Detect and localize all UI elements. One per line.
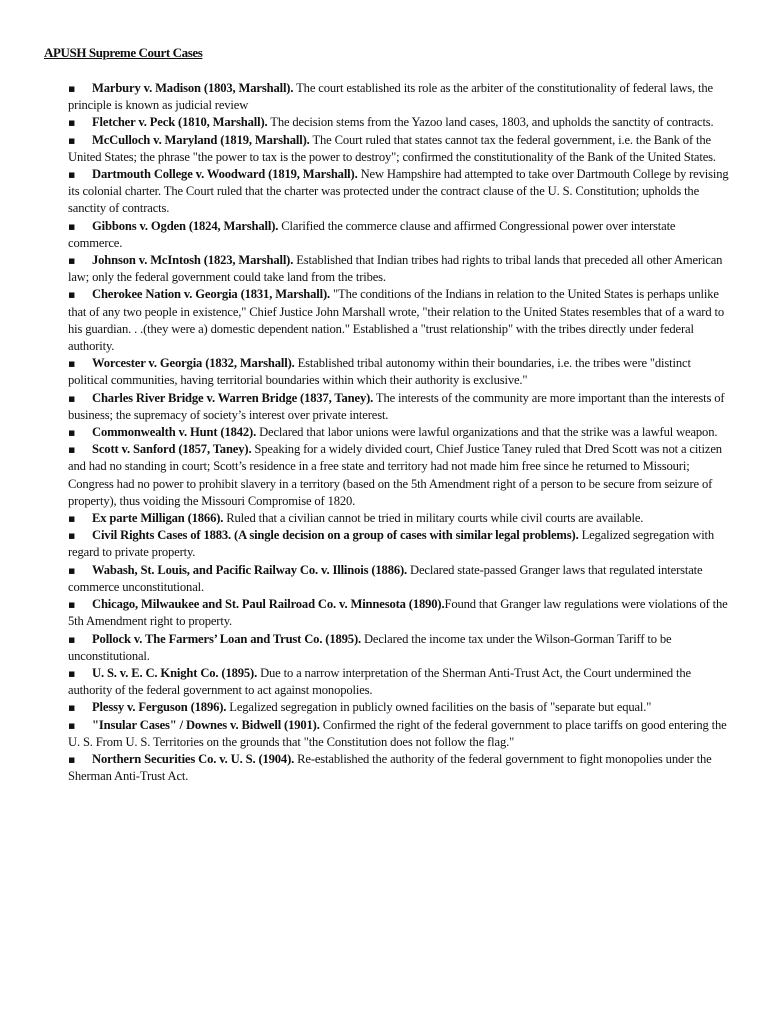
case-description: Legalized segregation with regard to private property. xyxy=(68,528,715,560)
bullet-icon: ▪ xyxy=(68,116,76,130)
bullet-icon: ▪ xyxy=(68,357,76,371)
document-title: APUSH Supreme Court Cases xyxy=(44,45,203,60)
case-name: "Insular Cases" / Downes v. Bidwell (1901). xyxy=(92,717,320,732)
case-description: Legalized segregation in publicly owned facilities on the basis of "separate but equal." xyxy=(226,700,652,715)
case-name: Commonwealth v. Hunt (1842). xyxy=(92,425,257,440)
list-item xyxy=(68,699,730,716)
case-name: Wabash, St. Louis, and Pacific Railway Co. v. Illinois (1886). xyxy=(92,562,408,577)
case-description: Declared that labor unions were lawful organizations and that the strike was a lawful weapon. xyxy=(256,425,718,440)
list-item xyxy=(68,355,730,389)
bullet-icon: ▪ xyxy=(68,168,76,182)
case-description: Ruled that a civilian cannot be tried in military courts while civil courts are available. xyxy=(223,511,644,526)
case-description: Found that Granger law regulations were violations of the 5th Amendment right to property. xyxy=(68,597,728,629)
bullet-icon: ▪ xyxy=(68,288,76,302)
bullet-icon: ▪ xyxy=(68,701,76,715)
bullet-icon: ▪ xyxy=(68,718,76,732)
bullet-icon: ▪ xyxy=(68,666,76,680)
case-name: Marbury v. Madison (1803, Marshall). xyxy=(92,81,294,95)
list-item xyxy=(68,665,730,699)
bullet-icon: ▪ xyxy=(68,82,76,95)
case-name: Worcester v. Georgia (1832, Marshall). xyxy=(92,356,295,371)
list-item xyxy=(68,424,730,441)
list-item xyxy=(68,751,730,785)
case-name: Ex parte Milligan (1866). xyxy=(92,511,224,526)
list-item xyxy=(68,596,730,630)
list-item xyxy=(68,441,730,510)
case-description: The decision stems from the Yazoo land cases, 1803, and upholds the sanctity of contracts. xyxy=(267,115,714,130)
list-item xyxy=(68,166,730,218)
list-item xyxy=(68,114,730,131)
case-description: Speaking for a widely divided court, Chief Justice Taney ruled that Dred Scott was not a citizen and had no standing in court; Scott’s residence in a free state and territory had not made him free since he returned to Missouri; Congress had no power to prohibit slavery in a territory (based on the 5th Amendment right of a person to be secure from seizure of property), thus voiding the Missouri Compromise of 1820. xyxy=(68,442,722,508)
bullet-icon: ▪ xyxy=(68,632,76,646)
bullet-icon: ▪ xyxy=(68,512,76,526)
bullet-icon: ▪ xyxy=(68,529,76,543)
case-list xyxy=(68,80,730,785)
list-item xyxy=(68,717,730,751)
list-item xyxy=(68,527,730,561)
case-name: Chicago, Milwaukee and St. Paul Railroad Co. v. Minnesota (1890). xyxy=(92,597,445,612)
list-item xyxy=(68,80,730,114)
case-name: Pollock v. The Farmers’ Loan and Trust Co. (1895). xyxy=(92,631,361,646)
case-description: Established tribal autonomy within their boundaries, i.e. the tribes were "distinct political communities, having territorial boundaries within which their authority is exclusive." xyxy=(68,356,691,388)
case-description: Declared state-passed Granger laws that regulated interstate commerce unconstitutional. xyxy=(68,562,703,594)
list-item xyxy=(68,252,730,286)
case-description: Declared the income tax under the Wilson-Gorman Tariff to be unconstitutional. xyxy=(68,631,672,663)
case-name: Civil Rights Cases of 1883. (A single decision on a group of cases with similar legal problems). xyxy=(92,528,579,543)
list-item xyxy=(68,631,730,665)
bullet-icon: ▪ xyxy=(68,391,76,405)
case-name: U. S. v. E. C. Knight Co. (1895). xyxy=(92,665,258,680)
case-name: Dartmouth College v. Woodward (1819, Marshall). xyxy=(92,167,358,182)
case-description: The interests of the community are more important than the interests of business; the supremacy of society’s interest over private interest. xyxy=(68,390,725,422)
bullet-icon: ▪ xyxy=(68,598,76,612)
bullet-icon: ▪ xyxy=(68,443,76,457)
list-item xyxy=(68,390,730,424)
bullet-icon: ▪ xyxy=(68,426,76,440)
case-description: The court established its role as the arbiter of the constitutionality of federal laws, the principle is known as judicial review xyxy=(68,81,713,113)
case-description: Due to a narrow interpretation of the Sherman Anti-Trust Act, the Court undermined the authority of the federal government to act against monopolies. xyxy=(68,665,691,698)
case-description: Confirmed the right of the federal government to place tariffs on good entering the U. S. From U. S. Territories on the grounds that "the Constitution does not follow the flag." xyxy=(68,717,727,749)
bullet-icon: ▪ xyxy=(68,752,76,766)
list-item xyxy=(68,562,730,596)
case-description: The Court ruled that states cannot tax the federal government, i.e. the Bank of the United States; the phrase "the power to tax is the power to destroy"; confirmed the constitutionality of the Bank of the United States. xyxy=(68,132,716,164)
case-description: "The conditions of the Indians in relation to the United States is perhaps unlike that of any two people in existence," Chief Justice John Marshall wrote, "their relation to the United States resembles that of a ward to his guardian. . .(they were a) domestic dependent nation." Established a "trust relationship" with the tribes directly under federal authority. xyxy=(68,287,724,354)
case-name: Johnson v. McIntosh (1823, Marshall). xyxy=(92,253,294,268)
case-name: Gibbons v. Ogden (1824, Marshall). xyxy=(92,218,279,233)
list-item xyxy=(68,218,730,252)
case-name: Fletcher v. Peck (1810, Marshall). xyxy=(92,115,268,130)
list-item xyxy=(68,286,730,355)
case-name: Cherokee Nation v. Georgia (1831, Marshall). xyxy=(92,287,331,302)
case-name: McCulloch v. Maryland (1819, Marshall). xyxy=(92,132,310,147)
case-description: Established that Indian tribes had rights to tribal lands that preceded all other American law; only the federal government could take land from the tribes. xyxy=(68,253,723,285)
case-description: New Hampshire had attempted to take over Dartmouth College by revising its colonial charter. The Court ruled that the charter was protected under the contract clause of the U. S. Constitution; upholds the sanctity of contracts. xyxy=(68,167,729,216)
bullet-icon: ▪ xyxy=(68,563,76,577)
case-name: Scott v. Sanford (1857, Taney). xyxy=(92,442,252,457)
case-name: Charles River Bridge v. Warren Bridge (1837, Taney). xyxy=(92,390,374,405)
bullet-icon: ▪ xyxy=(68,219,76,233)
case-name: Plessy v. Ferguson (1896). xyxy=(92,700,227,715)
list-item xyxy=(68,510,730,527)
case-description: Clarified the commerce clause and affirmed Congressional power over interstate commerce. xyxy=(68,218,676,250)
bullet-icon: ▪ xyxy=(68,133,76,147)
bullet-icon: ▪ xyxy=(68,254,76,268)
case-name: Northern Securities Co. v. U. S. (1904). xyxy=(92,751,295,766)
list-item xyxy=(68,132,730,166)
case-description: Re-established the authority of the federal government to fight monopolies under the Sherman Anti-Trust Act. xyxy=(68,751,712,784)
